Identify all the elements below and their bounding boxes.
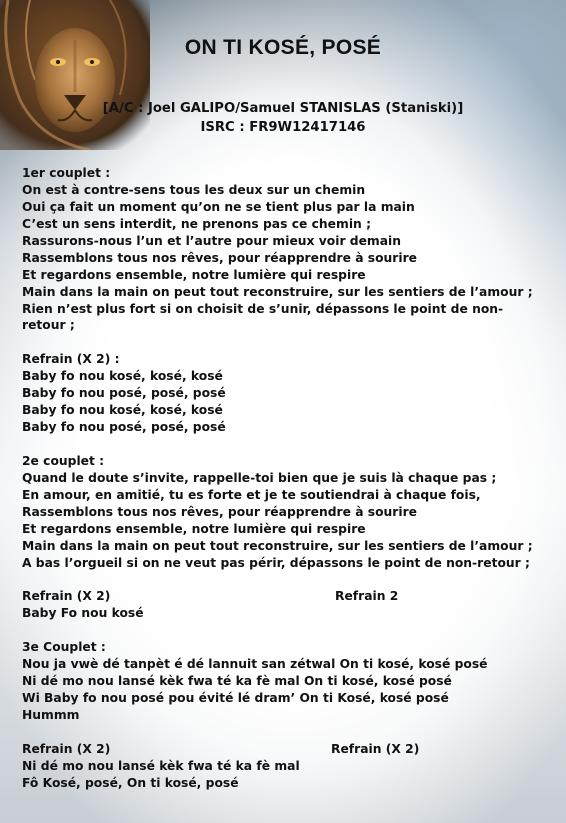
lyric-line: Main dans la main on peut tout reconstruire, sur les sentiers de l’amour ;: [22, 538, 533, 553]
lyric-line: Baby fo nou posé, posé, posé: [22, 386, 226, 401]
refrain-3-heading-row: [22, 741, 557, 758]
refrain-2-right-heading: Refrain 2: [335, 589, 399, 604]
lyric-line: Rassemblons tous nos rêves, pour réapprendre à sourire: [22, 250, 417, 265]
lyric-line: Nou ja vwè dé tanpèt é dé lannuit san zétwal On ti kosé, kosé posé: [22, 657, 488, 672]
lyric-line: Rassurons-nous l’un et l’autre pour mieux voir demain: [22, 233, 402, 248]
credits-block: [0, 99, 566, 137]
refrain-2-heading: Refrain (X 2): [22, 589, 111, 604]
lyric-line: Baby fo nou kosé, kosé, kosé: [22, 403, 223, 418]
lyric-line: Ni dé mo nou lansé kèk fwa té ka fè mal On ti kosé, kosé posé: [22, 674, 452, 689]
lyric-line: Quand le doute s’invite, rappelle-toi bien que je suis là chaque pas ;: [22, 470, 497, 485]
lyrics-body: [22, 165, 557, 792]
isrc-line: ISRC : FR9W12417146: [200, 120, 366, 135]
lyric-line: A bas l’orgueil si on ne veut pas périr, dépassons le point de non-retour ;: [22, 555, 530, 570]
lyric-line: C’est un sens interdit, ne prenons pas ce chemin ;: [22, 216, 371, 231]
couplet-3-heading: 3e Couplet :: [22, 640, 106, 655]
lyric-line: Baby Fo nou kosé: [22, 606, 144, 621]
lyric-line: Baby fo nou kosé, kosé, kosé: [22, 369, 223, 384]
authors-line: [A/C : Joel GALIPO/Samuel STANISLAS (Staniski)]: [102, 101, 464, 116]
lyric-line: On est à contre-sens tous les deux sur un chemin: [22, 182, 366, 197]
song-title: ON TI KOSÉ, POSÉ: [184, 36, 382, 59]
lyric-line: Fô Kosé, posé, On ti kosé, posé: [22, 775, 239, 790]
lyric-line: retour ;: [22, 318, 75, 333]
lyric-line: Rassemblons tous nos rêves, pour réapprendre à sourire: [22, 504, 417, 519]
refrain-2-heading-row: [22, 588, 557, 605]
lyric-line: Rien n’est plus fort si on choisit de s’unir, dépassons le point de non-: [22, 301, 504, 316]
refrain-1-heading: Refrain (X 2) :: [22, 352, 120, 367]
lyric-line: Et regardons ensemble, notre lumière qui respire: [22, 267, 366, 282]
lyric-line: Baby fo nou posé, posé, posé: [22, 420, 226, 435]
lyric-line: Wi Baby fo nou posé pou évité lé dram’ On ti Kosé, kosé posé: [22, 691, 449, 706]
lyric-line: Ni dé mo nou lansé kèk fwa té ka fè mal: [22, 758, 300, 773]
couplet-1-heading: 1er couplet :: [22, 166, 111, 180]
refrain-3-heading: Refrain (X 2): [22, 741, 111, 756]
lyric-line: Hummm: [22, 708, 80, 722]
lyric-line: En amour, en amitié, tu es forte et je te soutiendrai à chaque fois,: [22, 487, 481, 502]
refrain-3-right-heading: Refrain (X 2): [331, 741, 420, 756]
lyric-line: Main dans la main on peut tout reconstruire, sur les sentiers de l’amour ;: [22, 284, 533, 299]
lyric-line: Et regardons ensemble, notre lumière qui respire: [22, 521, 366, 536]
lyric-line: Oui ça fait un moment qu’on ne se tient plus par la main: [22, 199, 415, 214]
couplet-2-heading: 2e couplet :: [22, 453, 105, 468]
